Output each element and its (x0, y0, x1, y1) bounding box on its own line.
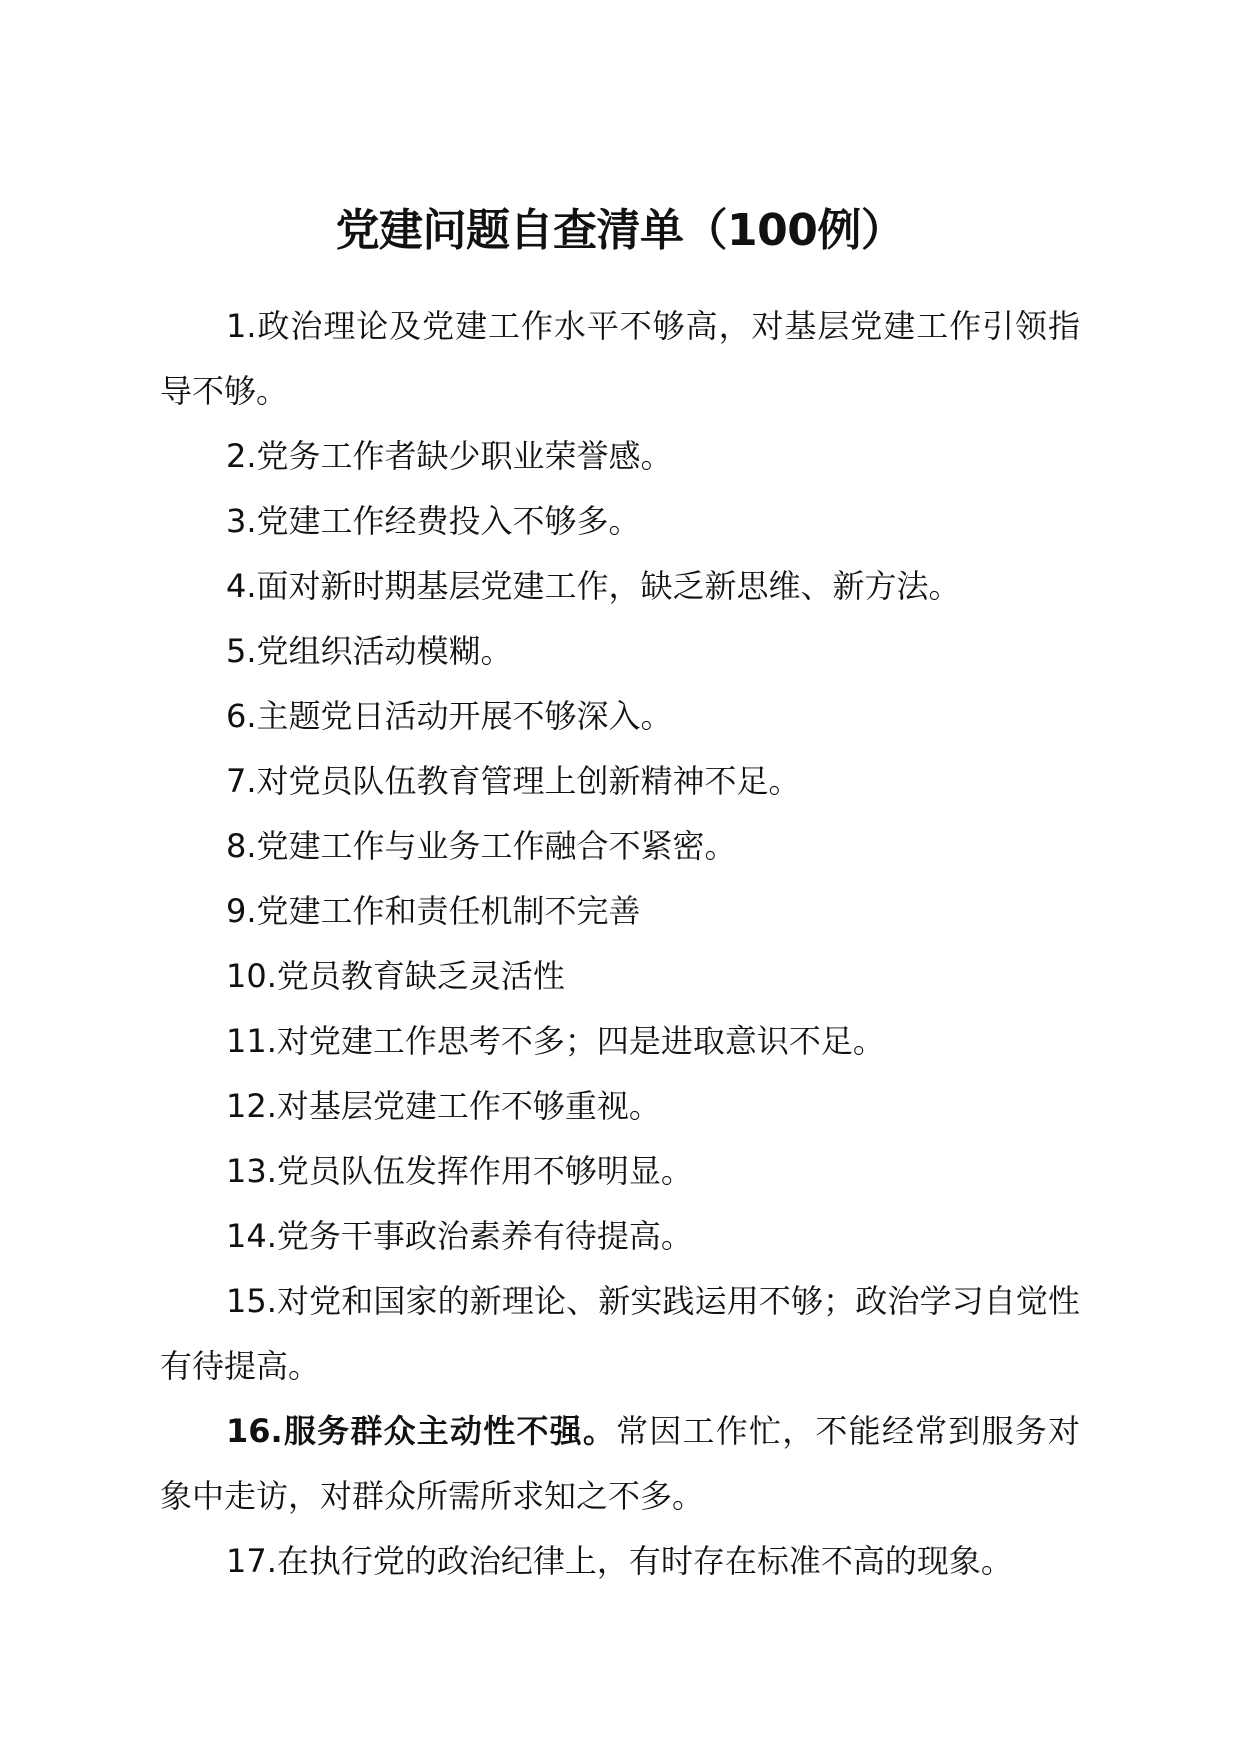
item-text: 政治理论及党建工作水平不够高，对基层党建工作引领指导不够。 (160, 307, 1080, 410)
item-number: 1. (226, 307, 257, 345)
item-number: 6. (226, 697, 257, 735)
item-text: 面对新时期基层党建工作，缺乏新思维、新方法。 (256, 567, 961, 605)
list-item (160, 619, 1080, 684)
item-text: 党建工作经费投入不够多。 (256, 502, 641, 540)
page-title: 党建问题自查清单（100例） (335, 205, 905, 256)
item-bold-heading: 服务群众主动性不强。 (282, 1412, 617, 1450)
item-number: 7. (226, 762, 257, 800)
item-text: 对党员队伍教育管理上创新精神不足。 (256, 762, 801, 800)
item-text: 对党建工作思考不多；四是进取意识不足。 (276, 1022, 885, 1060)
list-item (160, 879, 1080, 944)
list-item (160, 1139, 1080, 1204)
item-text: 在执行党的政治纪律上，有时存在标准不高的现象。 (276, 1542, 1013, 1580)
list-item (160, 1399, 1080, 1529)
item-number: 3. (226, 502, 257, 540)
list-item (160, 1529, 1080, 1594)
list-item (160, 489, 1080, 554)
item-text: 常因工作忙，不能经常到服务对象中走访，对群众所需所求知之不多。 (160, 1412, 1080, 1515)
item-text: 对党和国家的新理论、新实践运用不够；政治学习自觉性有待提高。 (160, 1282, 1080, 1385)
item-number: 10. (226, 957, 277, 995)
item-text: 党务干事政治素养有待提高。 (276, 1217, 693, 1255)
list-item (160, 294, 1080, 424)
item-number: 11. (226, 1022, 277, 1060)
list-item (160, 684, 1080, 749)
item-text: 党组织活动模糊。 (256, 632, 513, 670)
item-text: 党员队伍发挥作用不够明显。 (276, 1152, 693, 1190)
list-item (160, 749, 1080, 814)
item-text: 党建工作与业务工作融合不紧密。 (256, 827, 737, 865)
list-item (160, 424, 1080, 489)
list-item (160, 1009, 1080, 1074)
item-text: 主题党日活动开展不够深入。 (256, 697, 673, 735)
item-number: 14. (226, 1217, 277, 1255)
item-number: 16. (226, 1412, 283, 1450)
list-item (160, 1269, 1080, 1399)
item-number: 4. (226, 567, 257, 605)
item-number: 15. (226, 1282, 277, 1320)
item-number: 8. (226, 827, 257, 865)
item-text: 党建工作和责任机制不完善 (256, 892, 641, 930)
list-item (160, 814, 1080, 879)
item-number: 13. (226, 1152, 277, 1190)
list-item (160, 1074, 1080, 1139)
item-number: 17. (226, 1542, 277, 1580)
item-number: 9. (226, 892, 257, 930)
item-number: 2. (226, 437, 257, 475)
item-text: 党务工作者缺少职业荣誉感。 (256, 437, 673, 475)
item-number: 12. (226, 1087, 277, 1125)
item-list (160, 294, 1080, 1594)
list-item (160, 1204, 1080, 1269)
item-text: 对基层党建工作不够重视。 (276, 1087, 661, 1125)
item-number: 5. (226, 632, 257, 670)
list-item (160, 944, 1080, 1009)
list-item (160, 554, 1080, 619)
item-text: 党员教育缺乏灵活性 (276, 957, 565, 995)
